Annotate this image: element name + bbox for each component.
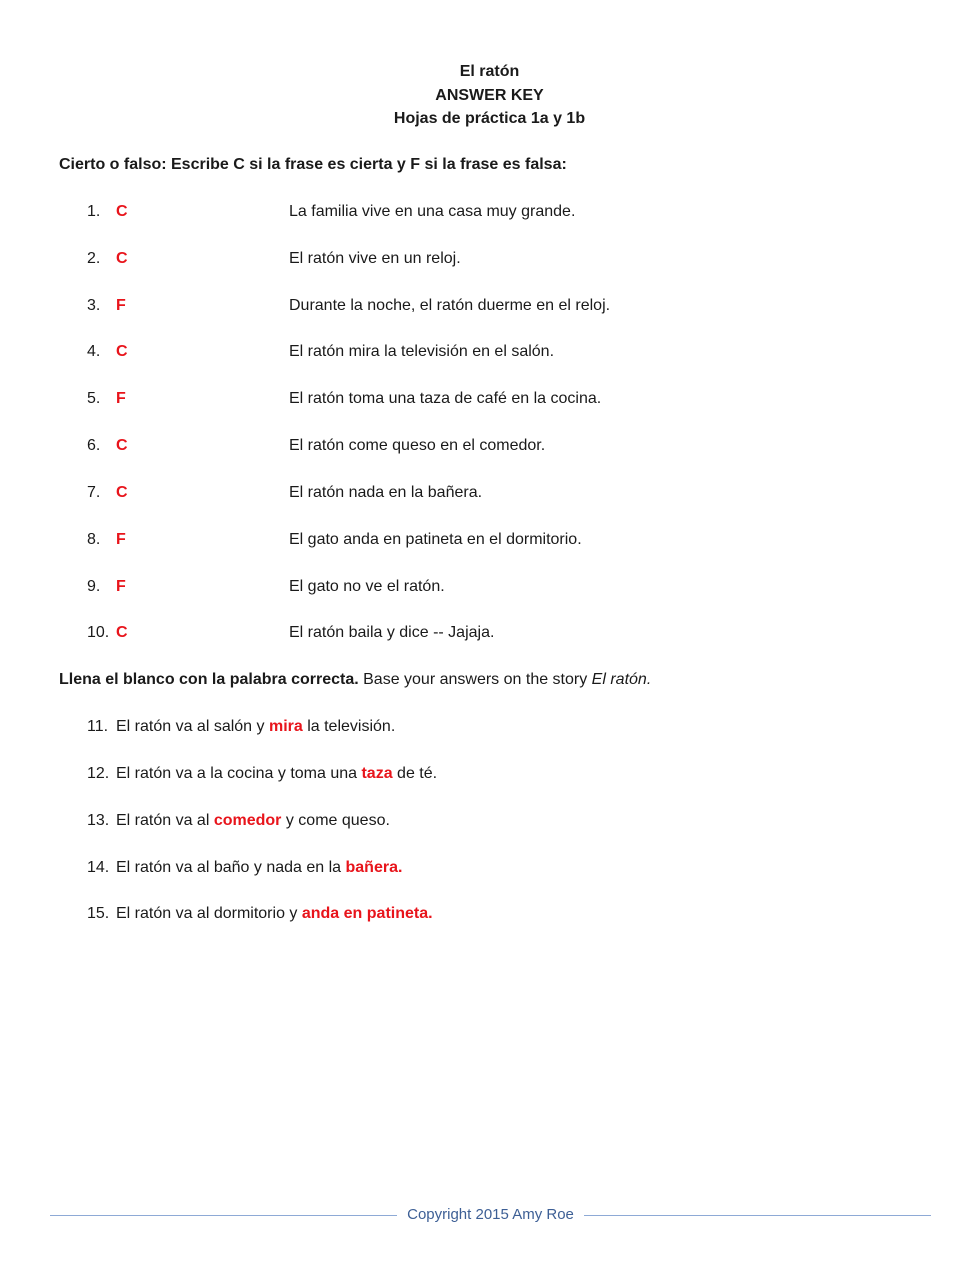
item-sentence	[116, 809, 390, 833]
footer-rule-right	[584, 1215, 931, 1216]
item-number: 10.	[87, 624, 110, 641]
item-number: 8.	[87, 531, 101, 548]
item-number: 11.	[87, 718, 109, 735]
item-statement: El gato no ve el ratón.	[289, 578, 445, 595]
item-sentence	[116, 762, 437, 786]
true-false-instructions	[59, 154, 567, 176]
item-answer: C	[116, 343, 128, 360]
true-false-item	[0, 621, 979, 645]
item-statement: La familia vive en una casa muy grande.	[289, 203, 576, 220]
item-statement: El ratón mira la televisión en el salón.	[289, 343, 555, 360]
item-sentence	[116, 715, 395, 739]
item-number: 3.	[87, 297, 101, 314]
fill-blank-item	[0, 856, 979, 880]
item-number: 2.	[87, 250, 101, 267]
item-answer: F	[116, 578, 126, 595]
item-statement: El gato anda en patineta en el dormitorio.	[289, 531, 582, 548]
item-sentence	[116, 856, 402, 880]
true-false-item	[0, 247, 979, 271]
item-answer: mira	[268, 718, 303, 735]
item-number: 15.	[87, 905, 110, 922]
worksheet-label: Hojas de práctica 1a y 1b	[393, 110, 586, 127]
answer-key-label: ANSWER KEY	[435, 86, 544, 104]
page-footer	[50, 1203, 931, 1227]
true-false-heading: Cierto o falso: Escribe C si la frase es cierta y F si la frase es falsa:	[59, 156, 567, 173]
item-statement: El ratón vive en un reloj.	[289, 250, 461, 267]
true-false-item	[0, 200, 979, 224]
item-answer: comedor	[213, 812, 282, 829]
true-false-item	[0, 528, 979, 552]
true-false-item	[0, 481, 979, 505]
footer-rule-left	[50, 1215, 397, 1216]
true-false-item	[0, 294, 979, 318]
fill-blank-instructions	[59, 669, 651, 691]
item-answer: C	[116, 203, 128, 220]
copyright-notice: Copyright 2015 Amy Roe	[407, 1206, 574, 1223]
item-answer: F	[116, 531, 126, 548]
sentence-before: El ratón va al	[116, 812, 214, 829]
document-header	[0, 60, 979, 131]
fill-blank-item	[0, 762, 979, 786]
document-title: El ratón	[459, 63, 520, 80]
item-number: 14.	[87, 859, 110, 876]
item-number: 9.	[87, 578, 101, 595]
item-number: 6.	[87, 437, 101, 454]
sentence-after: y come queso.	[281, 812, 390, 829]
item-answer: C	[116, 250, 128, 267]
item-statement: El ratón come queso en el comedor.	[289, 437, 546, 454]
fill-blank-heading-text: Base your answers on the story	[358, 671, 592, 688]
true-false-item	[0, 340, 979, 364]
item-answer: bañera.	[345, 859, 403, 876]
true-false-item	[0, 387, 979, 411]
item-number: 7.	[87, 484, 101, 501]
item-statement: El ratón nada en la bañera.	[289, 484, 483, 501]
item-number: 12.	[87, 765, 110, 782]
item-answer: C	[116, 484, 128, 501]
sentence-after: la televisión.	[302, 718, 396, 735]
true-false-item	[0, 575, 979, 599]
fill-blank-item	[0, 902, 979, 926]
item-answer: F	[116, 297, 126, 314]
item-number: 13.	[87, 812, 110, 829]
item-sentence	[116, 902, 433, 926]
fill-blank-item	[0, 809, 979, 833]
sentence-before: El ratón va al baño y nada en la	[116, 859, 346, 876]
item-answer: C	[116, 624, 128, 641]
item-statement: El ratón toma una taza de café en la cocina.	[289, 390, 602, 407]
fill-blank-heading-bold: Llena el blanco con la palabra correcta.	[59, 671, 359, 688]
item-answer: taza	[361, 765, 393, 782]
sentence-before: El ratón va a la cocina y toma una	[116, 765, 362, 782]
item-answer: F	[116, 390, 126, 407]
fill-blank-item	[0, 715, 979, 739]
item-number: 4.	[87, 343, 101, 360]
sentence-before: El ratón va al salón y	[116, 718, 269, 735]
item-statement: Durante la noche, el ratón duerme en el reloj.	[289, 297, 611, 314]
item-answer: C	[116, 437, 128, 454]
item-number: 5.	[87, 390, 101, 407]
item-number: 1.	[87, 203, 101, 220]
true-false-item	[0, 434, 979, 458]
item-answer: anda en patineta.	[301, 905, 433, 922]
sentence-before: El ratón va al dormitorio y	[116, 905, 302, 922]
sentence-after: de té.	[392, 765, 438, 782]
item-statement: El ratón baila y dice -- Jajaja.	[289, 624, 495, 641]
story-title-reference: El ratón.	[591, 671, 652, 688]
